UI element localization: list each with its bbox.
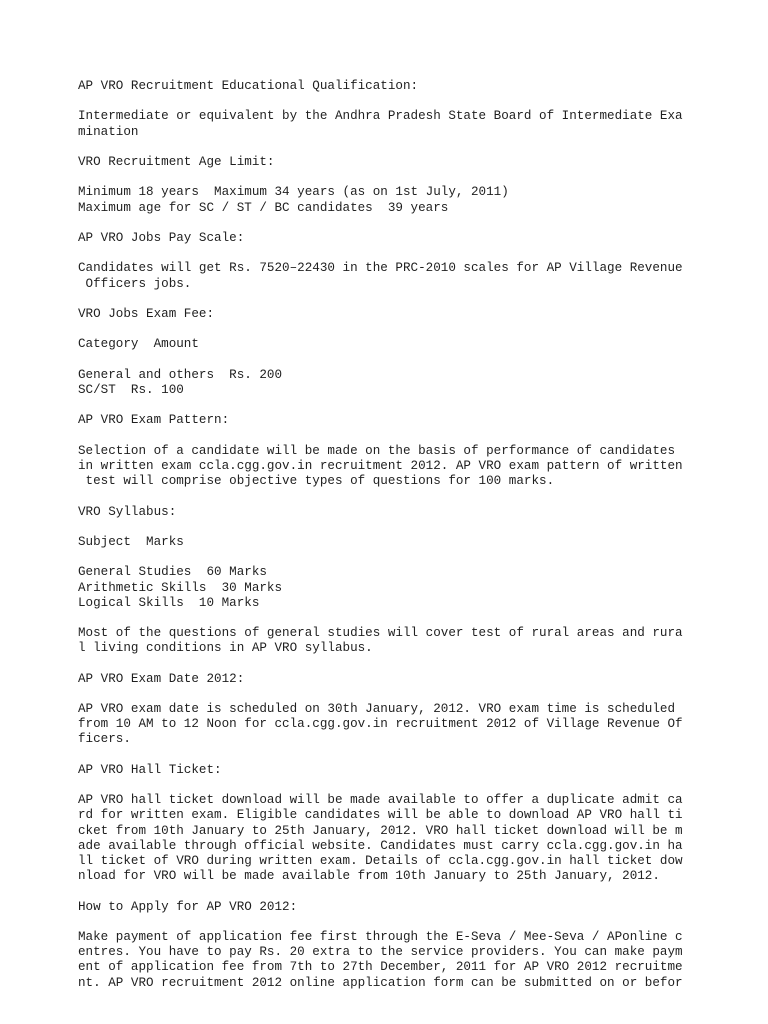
text-line: Selection of a candidate will be made on the basis of performance of candidates: [78, 443, 676, 458]
section-paragraph: [78, 793, 758, 884]
text-line: in written exam ccla.cgg.gov.in recruitment 2012. AP VRO exam pattern of written: [78, 458, 683, 473]
text-line: SC/ST Rs. 100: [78, 382, 184, 397]
section-heading: AP VRO Exam Pattern:: [78, 413, 230, 428]
text-line: rd for written exam. Eligible candidates will be able to download AP VRO hall ti: [78, 808, 683, 823]
section-paragraph: [78, 702, 758, 748]
section-heading: AP VRO Recruitment Educational Qualification:: [78, 79, 419, 93]
text-line: Logical Skills 10 Marks: [78, 595, 260, 610]
section-paragraph: [78, 368, 758, 398]
section-paragraph: [78, 565, 758, 611]
text-line: test will comprise objective types of questions for 100 marks.: [78, 474, 555, 489]
section-paragraph: [78, 337, 758, 352]
section-paragraph: [78, 261, 758, 291]
text-line: Candidates will get Rs. 7520–22430 in the PRC-2010 scales for AP Village Revenue: [78, 261, 683, 276]
text-line: Arithmetic Skills 30 Marks: [78, 580, 283, 595]
document-page: [78, 79, 758, 1006]
text-line: entres. You have to pay Rs. 20 extra to the service providers. You can make paym: [78, 945, 683, 960]
text-line: Minimum 18 years Maximum 34 years (as on 1st July, 2011): [78, 185, 509, 200]
text-line: Category Amount: [78, 337, 199, 352]
section-heading: How to Apply for AP VRO 2012:: [78, 899, 298, 914]
text-line: nt. AP VRO recruitment 2012 online application form can be submitted on or befor: [78, 975, 683, 990]
text-line: General and others Rs. 200: [78, 367, 283, 382]
text-line: ade available through official website. Candidates must carry ccla.cgg.gov.in ha: [78, 838, 683, 853]
text-line: nload for VRO will be made available from 10th January to 25th January, 2012.: [78, 869, 660, 884]
section-paragraph: [78, 444, 758, 490]
section-heading: VRO Jobs Exam Fee:: [78, 306, 215, 321]
text-line: Make payment of application fee first through the E-Seva / Mee-Seva / APonline c: [78, 930, 683, 945]
text-line: cket from 10th January to 25th January, 2012. VRO hall ticket download will be m: [78, 823, 683, 838]
text-line: General Studies 60 Marks: [78, 565, 267, 580]
section-heading: VRO Syllabus:: [78, 504, 177, 519]
text-line: Subject Marks: [78, 534, 184, 549]
section-paragraph: [78, 535, 758, 550]
text-line: from 10 AM to 12 Noon for ccla.cgg.gov.in recruitment 2012 of Village Revenue Of: [78, 717, 683, 732]
section-heading: VRO Recruitment Age Limit:: [78, 154, 275, 169]
section-heading: AP VRO Jobs Pay Scale:: [78, 230, 245, 245]
section-heading: AP VRO Exam Date 2012:: [78, 671, 245, 686]
text-line: Intermediate or equivalent by the Andhra Pradesh State Board of Intermediate Exa: [78, 109, 683, 124]
text-line: ficers.: [78, 732, 131, 747]
text-line: Officers jobs.: [78, 276, 192, 291]
section-paragraph: [78, 185, 758, 215]
text-line: l living conditions in AP VRO syllabus.: [78, 641, 373, 656]
section-paragraph: [78, 626, 758, 656]
text-line: Most of the questions of general studies will cover test of rural areas and rura: [78, 626, 683, 641]
text-line: ll ticket of VRO during written exam. Details of ccla.cgg.gov.in hall ticket dow: [78, 854, 683, 869]
section-paragraph: [78, 930, 758, 991]
section-paragraph: [78, 109, 758, 139]
text-line: Maximum age for SC / ST / BC candidates 39 years: [78, 200, 449, 215]
section-heading: AP VRO Hall Ticket:: [78, 762, 222, 777]
text-line: ent of application fee from 7th to 27th December, 2011 for AP VRO 2012 recruitme: [78, 960, 683, 975]
text-line: AP VRO hall ticket download will be made available to offer a duplicate admit ca: [78, 793, 683, 808]
text-line: mination: [78, 124, 139, 139]
text-line: AP VRO exam date is scheduled on 30th January, 2012. VRO exam time is scheduled: [78, 702, 676, 717]
